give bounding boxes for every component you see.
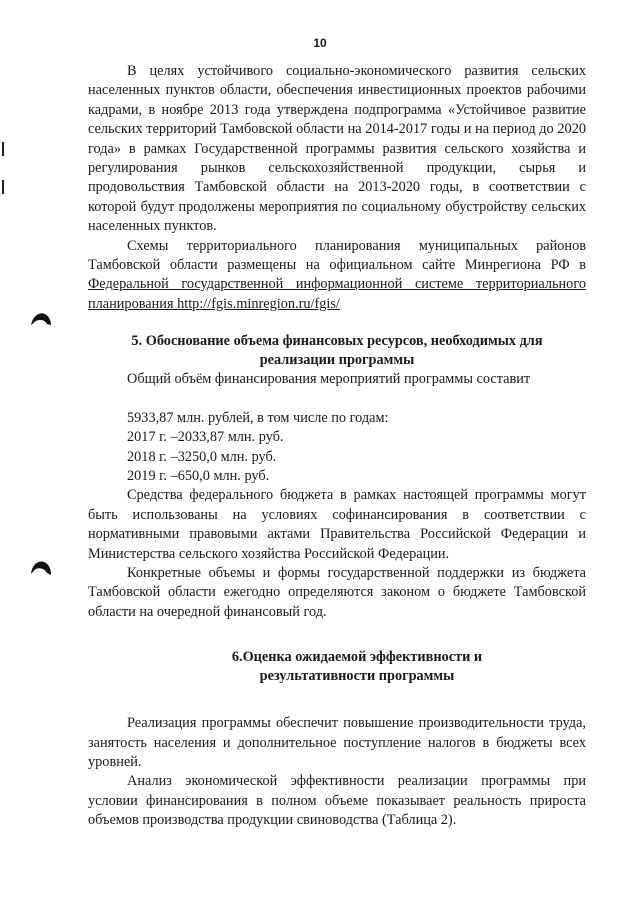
- binding-mark-middle: [2, 180, 4, 194]
- paragraph-territorial-planning: [88, 237, 586, 315]
- paragraph-program-effects: Реализация программы обеспечит повышение производительности труда, занятость населения и дополнительное поступление налогов в бюджеты всех уровней.: [88, 715, 586, 770]
- hole-punch-mark-bottom: [30, 560, 52, 576]
- financing-intro: Общий объём финансирования мероприятий программы составит: [127, 371, 531, 388]
- page-number: 10: [313, 36, 327, 50]
- section-5-heading-line2: реализации программы: [259, 352, 415, 369]
- section-6-heading: [88, 648, 586, 686]
- section-6-heading-line1: 6.Оценка ожидаемой эффективности и: [231, 649, 483, 666]
- paragraph-economic-analysis: Анализ экономической эффективности реализации программы при условии финансирования в полном объеме показывает реальность прироста объемов производства продукции свиноводства (Таблица 2).: [88, 773, 586, 829]
- fgis-link[interactable]: Федеральной государственной информационной системе территориального планирования http://fgis.minregion.ru/fgis/: [88, 276, 586, 312]
- financing-year-2017: 2017 г. –2033,87 млн. руб.: [127, 429, 284, 446]
- section-5-heading-line1: 5. Обоснование объема финансовых ресурсов, необходимых для: [131, 333, 543, 350]
- paragraph-federal-budget: Средства федерального бюджета в рамках настоящей программы могут быть использованы на условиях софинансирования в соответствии с нормативными правовыми актами Правительства Российской Федерации и Министерства сельского хозяйства Российской Федерации.: [88, 487, 586, 562]
- binding-mark-top: [2, 142, 4, 156]
- section-5-heading: [88, 332, 586, 370]
- document-body: [88, 62, 586, 831]
- spacer: [88, 390, 586, 409]
- financing-total: 5933,87 млн. рублей, в том числе по годам:: [127, 409, 389, 426]
- paragraph-rural-development: В целях устойчивого социально-экономического развития сельских населенных пунктов области, обеспечения инвестиционных проектов рабочими кадрами, в ноябре 2013 года утверждена подпрограмма «Устойчивое развитие сельских территорий Тамбовской области на 2014-2017 годы и на период до 2020 года» в рамках Государственной программы развития сельского хозяйства и регулирования рынков сельскохозяйственной продукции, сырья и продовольствия Тамбовской области на 2013-2020 годы, в соответствии с которой будут продолжены мероприятия по социальному обустройству сельских населенных пунктов.: [88, 63, 586, 235]
- paragraph-state-support: Конкретные объемы и формы государственной поддержки из бюджета Тамбовской области ежегодно определяются законом о бюджете Тамбовской области на очередной финансовый год.: [88, 564, 586, 620]
- paragraph-territorial-planning-text: Схемы территориального планирования муниципальных районов Тамбовской области размещены на официальном сайте Минрегиона РФ в: [88, 237, 586, 274]
- financing-year-2018: 2018 г. –3250,0 млн. руб.: [127, 448, 277, 465]
- section-6-heading-line2: результативности программы: [259, 668, 455, 685]
- hole-punch-mark-top: [30, 312, 52, 326]
- financing-year-2019: 2019 г. –650,0 млн. руб.: [127, 467, 270, 484]
- financing-breakdown: [88, 409, 586, 487]
